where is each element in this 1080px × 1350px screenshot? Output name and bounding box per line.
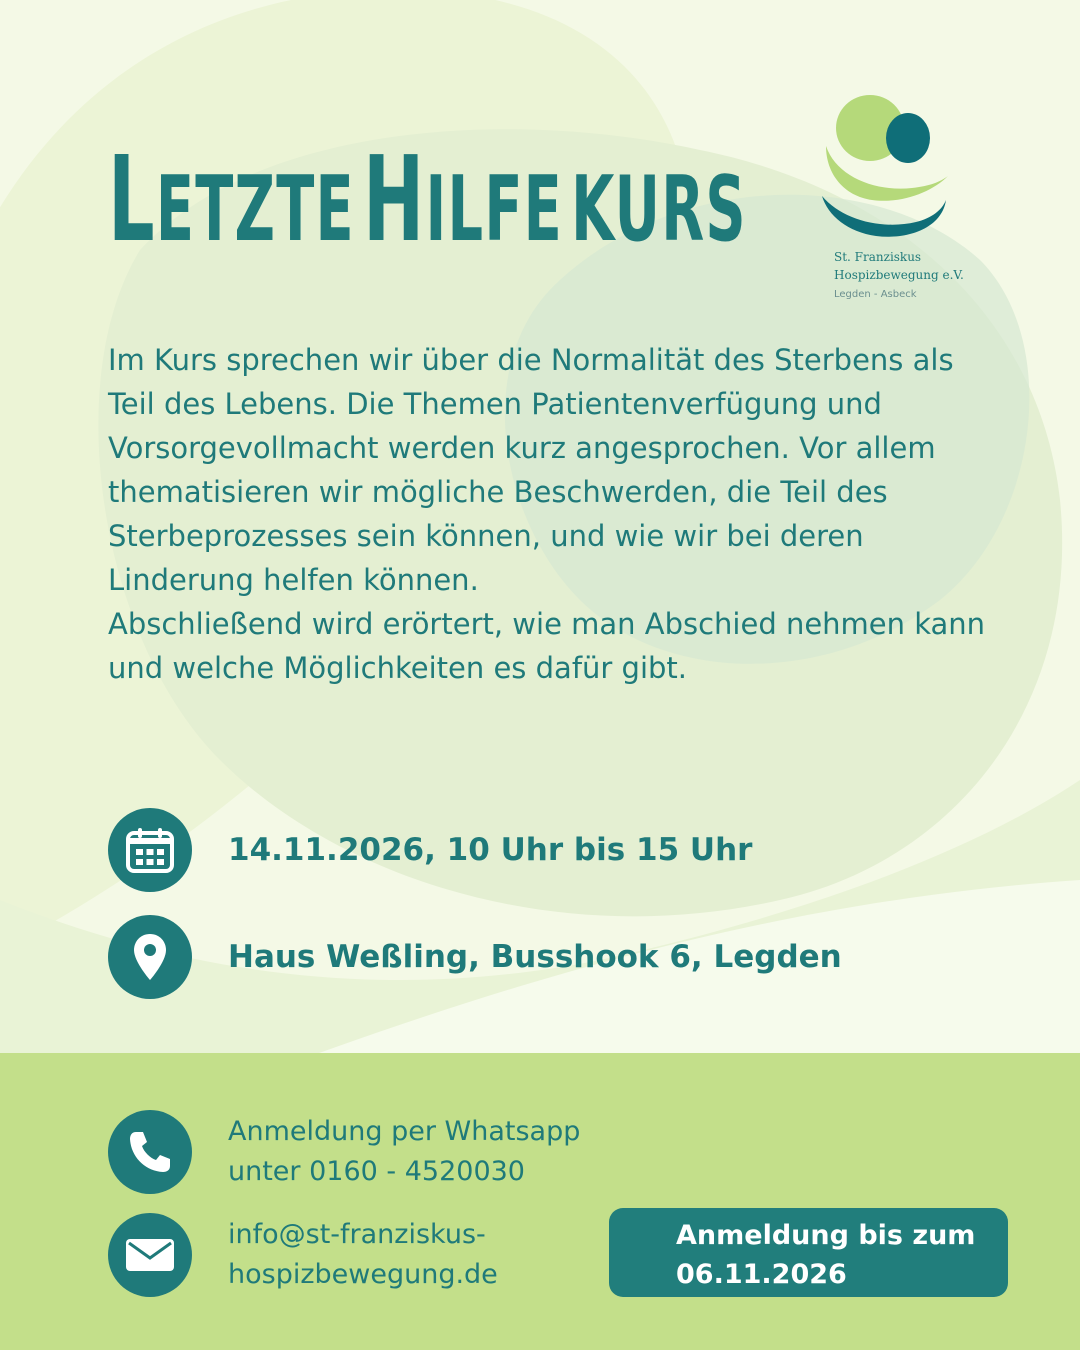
event-location-row <box>108 915 842 999</box>
organization-logo <box>812 88 972 308</box>
email-line-2: hospizbewegung.de <box>228 1259 498 1290</box>
logo-name-line-2: Hospizbewegung e.V. <box>834 268 964 282</box>
email-line-1: info@st-franziskus- <box>228 1219 486 1250</box>
event-date-time: 14.11.2026, 10 Uhr bis 15 Uhr <box>228 832 753 868</box>
mail-icon <box>108 1213 192 1297</box>
description-paragraph-2: Abschließend wird erörtert, wie man Abschied nehmen kann und welche Möglichkeiten es dafür gibt. <box>108 607 986 685</box>
logo-mark-icon <box>812 88 972 238</box>
location-pin-icon <box>108 915 192 999</box>
description-paragraph-1: Im Kurs sprechen wir über die Normalität des Sterbens als Teil des Lebens. Die Themen Patientenverfügung und Vorsorgevollmacht werden kurz angesprochen. Vor allem thematisieren wir mögliche Beschwerden, die Teil des Sterbeprozesses sein können, und wie wir bei deren Linderung helfen können. <box>108 343 954 597</box>
course-title <box>108 130 747 268</box>
title-word-1-rest: ETZTE <box>155 157 355 262</box>
event-date-row <box>108 808 752 892</box>
footer-panel <box>0 1053 1080 1350</box>
event-location: Haus Weßling, Busshook 6, Legden <box>228 939 842 975</box>
title-word-2-rest: ILFE <box>425 157 564 262</box>
title-word-3: KURS <box>571 157 747 262</box>
whatsapp-number[interactable]: unter 0160 - 4520030 <box>228 1156 525 1187</box>
logo-name-line-1: St. Franziskus <box>834 250 922 264</box>
deadline-label: Anmeldung bis zum <box>676 1220 976 1251</box>
deadline-date: 06.11.2026 <box>676 1259 847 1290</box>
email-contact-row <box>108 1213 498 1297</box>
phone-icon <box>108 1110 192 1194</box>
course-description <box>108 338 988 690</box>
whatsapp-label: Anmeldung per Whatsapp <box>228 1116 581 1147</box>
registration-deadline-badge <box>609 1208 1008 1297</box>
email-address[interactable] <box>228 1215 498 1295</box>
whatsapp-contact-row <box>108 1110 580 1194</box>
logo-location: Legden - Asbeck <box>834 289 917 300</box>
calendar-icon <box>108 808 192 892</box>
title-initial-2: H <box>363 130 426 268</box>
title-initial-1: L <box>108 130 156 268</box>
